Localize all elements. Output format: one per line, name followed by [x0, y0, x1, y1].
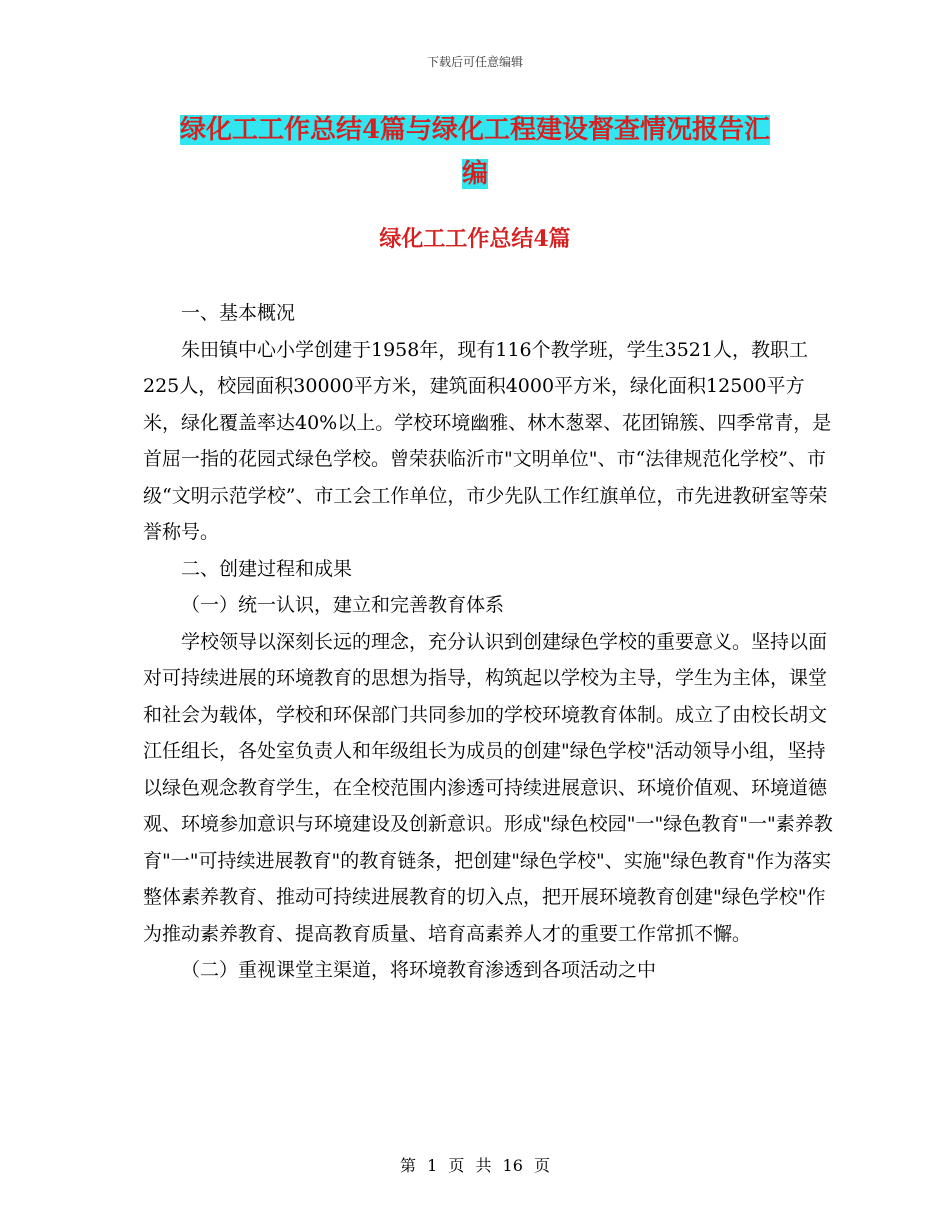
subheading-unify-understanding: （一）统一认识，建立和完善教育体系 — [181, 594, 505, 616]
document-title-line-1: 绿化工工作总结4篇与绿化工程建设督查情况报告汇 — [179, 115, 771, 145]
document-title — [140, 108, 810, 196]
document-body — [143, 295, 833, 989]
document-title-line-2: 编 — [461, 159, 488, 189]
heading-basic-overview: 一、基本概况 — [181, 302, 296, 324]
paragraph-overview: 朱田镇中心小学创建于1958年，现有116个教学班，学生3521人，教职工225人，校园面积30000平方米，建筑面积4000平方米，绿化面积12500平方米，绿化覆盖率达40%以上。学校环境幽雅、林木葱翠、花团锦簇、四季常青，是首屈一指的花园式绿色学校。曾荣获临沂市"文明单位"、市“法律规范化学校”、市级“文明示范学校”、市工会工作单位，市少先队工作红旗单位，市先进教研室等荣誉称号。 — [143, 338, 832, 543]
paragraph-education-system: 学校领导以深刻长远的理念，充分认识到创建绿色学校的重要意义。坚持以面对可持续进展的环境教育的思想为指导，构筑起以学校为主导，学生为主体，课堂和社会为载体，学校和环保部门共同参加的学校环境教育体制。成立了由校长胡文江任组长，各处室负责人和年级组长为成员的创建"绿色学校"活动领导小组，坚持以绿色观念教育学生，在全校范围内渗透可持续进展意识、环境价值观、环境道德观、环境参加意识与环境建设及创新意识。形成"绿色校园"一"绿色教育"一"素养教育"一"可持续进展教育"的教育链条，把创建"绿色学校"、实施"绿色教育"作为落实整体素养教育、推动可持续进展教育的切入点，把开展环境教育创建"绿色学校"作为推动素养教育、提高教育质量、培育高素养人才的重要工作常抓不懈。 — [143, 630, 833, 945]
section-title: 绿化工工作总结4篇 — [379, 226, 571, 252]
heading-process-results: 二、创建过程和成果 — [181, 557, 353, 580]
page-header-note: 下载后可任意编辑 — [426, 55, 523, 69]
subheading-classroom-channel: （二）重视课堂主渠道，将环境教育渗透到各项活动之中 — [181, 959, 657, 981]
page-number: 第 1 页 共 16 页 — [400, 1156, 550, 1175]
